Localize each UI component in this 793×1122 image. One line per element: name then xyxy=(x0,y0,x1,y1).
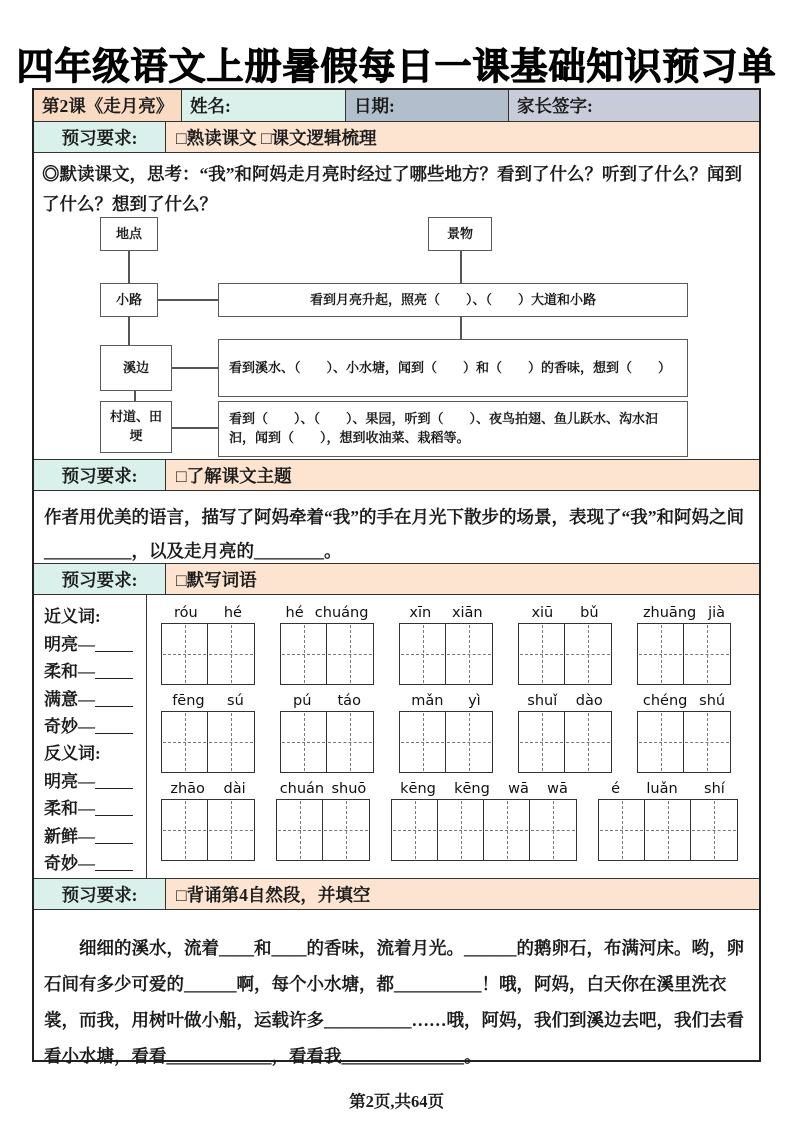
writing-cell xyxy=(208,712,254,772)
requirement-row-1 xyxy=(34,121,759,152)
word-item xyxy=(44,819,146,846)
writing-cells xyxy=(161,711,255,773)
writing-cell xyxy=(208,624,254,684)
pinyin-label xyxy=(518,687,612,711)
word-group xyxy=(161,599,255,685)
word-item xyxy=(44,655,146,682)
pinyin-syllable: chuáng xyxy=(314,605,369,621)
answer-blank xyxy=(95,867,133,871)
fill-in-passage-text: 细细的溪水，流着____和____的香味，流着月光。______的鹅卵石，布满河床。哟，卵石间有多少可爱的______啊，每个小水塘，都__________！哦，阿妈，白天你在溪里洗衣裳，而我，用树叶做小船，运载许多__________……哦，阿妈，我们到溪边去吧，我们去看看小水塘，看看____________，看看我______________。 xyxy=(44,938,744,1066)
writing-cells xyxy=(399,623,493,685)
word-item xyxy=(44,847,146,874)
word-group xyxy=(280,599,374,685)
word-item xyxy=(44,627,146,654)
requirement-tasks-checkboxes: □背诵第4自然段，并填空 xyxy=(166,879,759,909)
word-group xyxy=(399,687,493,773)
pinyin-syllable: shú xyxy=(699,693,726,709)
pinyin-syllable: xīn xyxy=(409,605,432,621)
pinyin-label xyxy=(161,599,255,623)
pinyin-syllable: jià xyxy=(708,605,726,621)
writing-cell xyxy=(277,800,323,860)
pinyin-label xyxy=(391,775,577,799)
word-group xyxy=(161,687,255,773)
word-group xyxy=(276,775,370,861)
writing-cells xyxy=(161,799,255,861)
pinyin-label xyxy=(598,775,738,799)
pinyin-syllable: é xyxy=(611,781,621,797)
pinyin-label xyxy=(518,599,612,623)
writing-cells xyxy=(280,711,374,773)
word-item xyxy=(44,737,146,764)
pinyin-syllable: kēng xyxy=(454,781,490,797)
writing-cell xyxy=(400,624,446,684)
recitation-fill-in-section xyxy=(34,909,759,1066)
word-item xyxy=(44,600,146,627)
writing-cell xyxy=(638,624,684,684)
connector-line xyxy=(172,367,218,369)
pinyin-syllable: kēng xyxy=(400,781,436,797)
writing-cells xyxy=(598,799,738,861)
pinyin-label xyxy=(637,599,731,623)
pinyin-syllable: zhāo xyxy=(170,781,205,797)
diagram-place-box: 溪边 xyxy=(100,345,172,391)
writing-cell xyxy=(645,800,691,860)
theme-summary-text: 作者用优美的语言，描写了阿妈牵着“我”的手在月光下散步的场景，表现了“我”和阿妈之间__________，以及走月亮的________。 xyxy=(44,507,744,562)
pinyin-label xyxy=(280,599,374,623)
pinyin-syllable: shí xyxy=(704,781,725,797)
word-group xyxy=(598,775,738,861)
writing-cell xyxy=(446,712,492,772)
pinyin-syllable: pú xyxy=(293,693,312,709)
pinyin-syllable: bǔ xyxy=(580,605,599,621)
word-text: 明亮— xyxy=(44,634,95,654)
writing-cell xyxy=(519,624,565,684)
word-group xyxy=(280,687,374,773)
word-text: 奇妙— xyxy=(44,716,95,736)
word-text: 近义词: xyxy=(44,607,101,627)
pinyin-label xyxy=(161,775,255,799)
word-group xyxy=(518,687,612,773)
word-group xyxy=(391,775,577,861)
word-group xyxy=(399,599,493,685)
pinyin-label xyxy=(161,687,255,711)
diagram-scene-box: 看到（ ）、（ ）、果园，听到（ ）、夜鸟拍翅、鱼儿跃水、沟水汩汩，闻到（ ），想到收油菜、栽稻等。 xyxy=(218,401,688,457)
writing-cell xyxy=(519,712,565,772)
word-dictation-section xyxy=(34,594,759,878)
pinyin-label xyxy=(637,687,731,711)
writing-cell xyxy=(281,712,327,772)
requirement-tasks-checkboxes: □默写词语 xyxy=(166,564,759,594)
pinyin-syllable: zhuāng xyxy=(642,605,697,621)
connector-line xyxy=(460,317,462,339)
writing-cell xyxy=(327,624,373,684)
word-item xyxy=(44,792,146,819)
word-item xyxy=(44,710,146,737)
word-item xyxy=(44,682,146,709)
requirement-row-3 xyxy=(34,563,759,594)
pinyin-syllable: dài xyxy=(223,781,246,797)
answer-blank xyxy=(95,812,133,816)
connector-line xyxy=(158,299,218,301)
writing-cells xyxy=(637,623,731,685)
word-text: 明亮— xyxy=(44,771,95,791)
pinyin-syllable: xiū xyxy=(531,605,554,621)
pinyin-syllable: táo xyxy=(337,693,361,709)
pinyin-syllable: chuán xyxy=(279,781,325,797)
requirement-tasks-checkboxes: □熟读课文 □课文逻辑梳理 xyxy=(166,122,759,152)
writing-cell xyxy=(484,800,530,860)
answer-blank xyxy=(95,648,133,652)
pinyin-syllable: mǎn xyxy=(411,693,444,709)
pinyin-syllable: wā xyxy=(547,781,568,797)
pinyin-grid xyxy=(147,595,759,878)
word-text: 反义词: xyxy=(44,744,101,764)
pinyin-row xyxy=(161,775,759,861)
connector-line xyxy=(134,391,136,401)
writing-cell xyxy=(684,712,730,772)
writing-cells xyxy=(518,623,612,685)
pinyin-syllable: hé xyxy=(285,605,304,621)
word-text: 满意— xyxy=(44,689,95,709)
header-row xyxy=(34,90,759,121)
pinyin-syllable: shuō xyxy=(331,781,367,797)
writing-cell xyxy=(684,624,730,684)
word-text: 柔和— xyxy=(44,662,95,682)
connector-line xyxy=(128,317,130,345)
pinyin-row xyxy=(161,599,759,685)
pinyin-label xyxy=(276,775,370,799)
word-group xyxy=(518,599,612,685)
answer-blank xyxy=(95,730,133,734)
writing-cells xyxy=(518,711,612,773)
connector-line xyxy=(460,251,462,283)
word-text: 柔和— xyxy=(44,799,95,819)
diagram-scene-box: 看到溪水、（ ）、小水塘，闻到（ ）和（ ）的香味，想到（ ） xyxy=(218,339,688,397)
pinyin-syllable: sú xyxy=(227,693,244,709)
pinyin-label xyxy=(399,687,493,711)
writing-cells xyxy=(399,711,493,773)
answer-blank xyxy=(95,675,133,679)
requirement-row-4 xyxy=(34,878,759,909)
diagram-place-box: 小路 xyxy=(100,283,158,317)
writing-cell xyxy=(565,712,611,772)
pinyin-syllable: chéng xyxy=(642,693,688,709)
pinyin-syllable: yì xyxy=(468,693,481,709)
word-text: 奇妙— xyxy=(44,853,95,873)
writing-cell xyxy=(162,712,208,772)
diagram-scene-box: 看到月亮升起，照亮（ ）、（ ）大道和小路 xyxy=(218,283,688,317)
writing-cell xyxy=(438,800,484,860)
word-text: 新鲜— xyxy=(44,826,95,846)
writing-cell xyxy=(446,624,492,684)
writing-cell xyxy=(392,800,438,860)
writing-cell xyxy=(162,800,208,860)
word-group xyxy=(161,775,255,861)
writing-cell xyxy=(281,624,327,684)
pinyin-label xyxy=(280,687,374,711)
pinyin-label xyxy=(399,599,493,623)
page-number: 第2页,共64页 xyxy=(349,1092,444,1111)
requirement-label: 预习要求: xyxy=(34,879,166,909)
writing-cell xyxy=(323,800,369,860)
lesson-title: 第2课《走月亮》 xyxy=(34,90,182,121)
writing-cell xyxy=(565,624,611,684)
writing-cell xyxy=(638,712,684,772)
parent-signature-field: 家长签字: xyxy=(509,90,759,121)
connector-line xyxy=(128,251,130,283)
answer-blank xyxy=(95,840,133,844)
pinyin-syllable: róu xyxy=(174,605,198,621)
pinyin-syllable: fēng xyxy=(172,693,205,709)
theme-summary-section xyxy=(34,490,759,563)
requirement-label: 预习要求: xyxy=(34,460,166,490)
requirement-row-2 xyxy=(34,459,759,490)
pinyin-syllable: hé xyxy=(223,605,242,621)
requirement-tasks-checkboxes: □了解课文主题 xyxy=(166,460,759,490)
writing-cell xyxy=(400,712,446,772)
diagram-place-header-box: 地点 xyxy=(100,217,158,251)
writing-cells xyxy=(637,711,731,773)
answer-blank xyxy=(95,703,133,707)
reading-prompt-text: ◎默读课文，思考：“我”和阿妈走月亮时经过了哪些地方？看到了什么？听到了什么？闻到了什么？想到了什么？ xyxy=(42,164,742,215)
reading-prompt-section xyxy=(34,152,759,459)
diagram-place-box: 村道、田埂 xyxy=(100,401,172,453)
writing-cell xyxy=(691,800,737,860)
diagram-scene-header-box: 景物 xyxy=(428,217,492,251)
worksheet-table xyxy=(32,88,761,1066)
pinyin-syllable: luǎn xyxy=(646,781,678,797)
writing-cells xyxy=(161,623,255,685)
pinyin-syllable: wā xyxy=(508,781,529,797)
pinyin-syllable: dào xyxy=(575,693,603,709)
writing-cells xyxy=(391,799,577,861)
writing-cell xyxy=(327,712,373,772)
requirement-label: 预习要求: xyxy=(34,122,166,152)
student-name-field: 姓名: xyxy=(182,90,346,121)
writing-cells xyxy=(276,799,370,861)
word-item xyxy=(44,764,146,791)
synonym-antonym-list xyxy=(34,595,147,878)
word-group xyxy=(637,687,731,773)
writing-cell xyxy=(208,800,254,860)
pinyin-row xyxy=(161,687,759,773)
date-field: 日期: xyxy=(346,90,509,121)
pinyin-syllable: xiān xyxy=(451,605,483,621)
answer-blank xyxy=(95,785,133,789)
writing-cell xyxy=(599,800,645,860)
connector-line xyxy=(172,427,218,429)
writing-cells xyxy=(280,623,374,685)
writing-cell xyxy=(162,624,208,684)
requirement-label: 预习要求: xyxy=(34,564,166,594)
word-group xyxy=(637,599,731,685)
pinyin-syllable: shuǐ xyxy=(527,693,558,709)
page-title: 四年级语文上册暑假每日一课基础知识预习单 xyxy=(16,44,777,88)
writing-cell xyxy=(530,800,576,860)
